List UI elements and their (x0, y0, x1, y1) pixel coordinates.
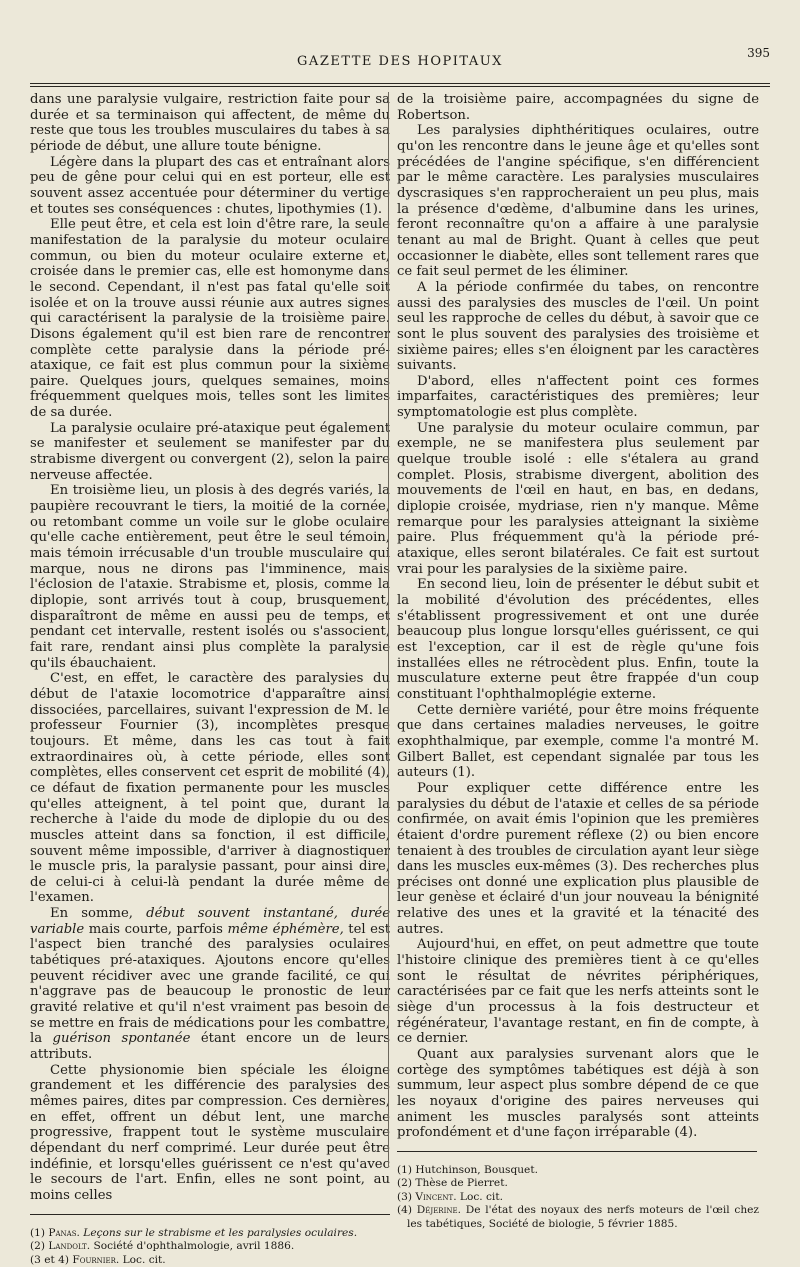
footnote-author: Vincent (415, 1190, 454, 1203)
left-column (30, 92, 390, 1267)
text-run: tel est l'aspect bien tranché des paralysies oculaires tabétiques pré-ataxiques. Ajoutons encore qu'elles peuvent récidiver avec une grande facilité, ce qui n'aggrave pas de beaucoup le pronostic de leur gravité relative et qu'il n'est vraiment pas besoin de se mettre en frais de médications pour les combattre, la (30, 921, 391, 1047)
paragraph: Quant aux paralysies survenant alors que le cortège des symptômes tabétiques est déjà à son summum, leur aspect plus sombre dépend de ce que les noyaux d'origine des paires nerveuses qui animent les muscles paralysés sont atteints profondément et d'une façon irréparable (4). (397, 1047, 759, 1141)
paragraph: Cette dernière variété, pour être moins fréquente que dans certaines maladies nerveuses, le goitre exophthalmique, par exemple, comme l'a montré M. Gilbert Ballet, est cependant signalée par tous les auteurs (1). (397, 702, 759, 781)
footnote-number: (3) (397, 1190, 416, 1203)
column-divider (388, 92, 389, 1167)
footnote-title: Leçons sur le strabisme et les paralysies oculaires. (83, 1226, 358, 1239)
paragraph-summary (30, 906, 390, 1063)
header-rule-second (30, 86, 770, 87)
page-header (30, 44, 770, 72)
footnote-number: (2) (30, 1240, 49, 1253)
footnote-text: . Loc. cit. (115, 1253, 166, 1266)
paragraph: Les paralysies diphthéritiques oculaires, outre qu'on les rencontre dans le jeune âge et qu'elles sont précédées de l'angine spécifique, s'en différencient par le même caractère. Les paralysies musculaires dyscrasiques s'en rapprocheraient un peu plus, mais la présence d'œdème, d'albumine dans les urines, feront reconnaître qu'on a affaire à une paralysie tenant au mal de Bright. Quant à celles que peut occasionner le diabète, elles sont tellement rares que ce fait seul permet de les éliminer. (397, 123, 759, 280)
footnotes-left (30, 1227, 390, 1267)
footnote-text: . (76, 1226, 84, 1239)
text-run: mais courte, parfois (84, 921, 228, 937)
footnote-number: (1) (30, 1226, 49, 1239)
paragraph: En second lieu, loin de présenter le début subit et la mobilité d'évolution des précédentes, elles s'établissent progressivement et ont une durée beaucoup plus longue lorsqu'elles guérissent, ce qui est l'exception, car il est de règle qu'une fois installées elles ne rétrocèdent plus. Enfin, toute la musculature externe peut être frappée d'un coup constituant l'ophthalmoplégie externe. (397, 577, 759, 702)
paragraph: Une paralysie du moteur oculaire commun, par exemple, ne se manifestera plus seulement par quelque trouble isolé : elle s'étalera au grand complet. Plosis, strabisme divergent, abolition des mouvements de l'œil en haut, en bas, en dedans, diplopie croisée, mydriase, rien n'y manque. Même remarque pour les paralysies atteignant la sixième paire. Plus fréquemment qu'à la période pré-ataxique, elles seront bilatérales. Ce fait est surtout vrai pour les paralysies de la sixième paire. (397, 420, 759, 577)
footnote-author: Déjerine (416, 1204, 458, 1217)
paragraph: Légère dans la plupart des cas et entraînant alors peu de gêne pour celui qui en est porteur, elle est souvent assez accentuée pour déterminer du vertige et toutes ses conséquences : chutes, lipothymies (1). (30, 154, 390, 217)
footnote-text: . Loc. cit. (453, 1190, 503, 1203)
right-column (397, 92, 759, 1231)
paragraph: Pour expliquer cette différence entre les paralysies du début de l'ataxie et celles de sa période confirmée, on avait émis l'opinion que les premières étaient d'ordre purement réflexe (2) ou bien encore tenaient à des troubles de circulation ayant leur siège dans les muscles eux-mêmes (3). Des recherches plus précises ont donné une explication plus plausible de leur genèse et éclairé d'un jour nouveau la bénignité relative des unes et la gravité et la ténacité des autres. (397, 780, 759, 937)
paragraph: de la troisième paire, accompagnées du signe de Robertson. (397, 92, 759, 123)
italic-run: début souvent instantané, durée variable (30, 906, 390, 937)
footnote-text: . Société d'ophthalmologie, avril 1886. (86, 1240, 295, 1253)
footnote-author: Panas (48, 1226, 77, 1239)
footnote-number: (4) (397, 1204, 417, 1217)
text-run: En somme, (50, 906, 147, 922)
header-rule (30, 83, 770, 84)
running-title: GAZETTE DES HOPITAUX (297, 54, 503, 69)
footnotes-right (397, 1164, 759, 1232)
text-run: étant encore un de leurs attributs. (30, 1031, 390, 1063)
page-number: 395 (747, 46, 770, 60)
paragraph: Cette physionomie bien spéciale les éloigne grandement et les différencie des paralysies des mêmes paires, dites par compression. Ces dernières, en effet, offrent un début lent, une marche progressive, frappent tout le système musculaire dépendant du nerf comprimé. Leur durée peut être indéfinie, et lorsqu'elles guérissent ce n'est qu'avec le secours de l'art. Enfin, elles ne sont point, au moins celles (30, 1062, 390, 1203)
paragraph: Elle peut être, et cela est loin d'être rare, la seule manifestation de la paralysie du moteur oculaire commun, ou bien du moteur oculaire externe et, croisée dans le premier cas, elle est homonyme dans le second. Cependant, il n'est pas fatal qu'elle soit isolée et on la trouve aussi réunie aux autres signes qui caractérisent la paralysie de la troisième paire. Disons également qu'il est bien rare de rencontrer complète cette paralysie dans la période pré-ataxique, ce fait est plus commun pour la sixième paire. Quelques jours, quelques semaines, moins fréquemment quelques mois, telles sont les limites de sa durée. (30, 217, 390, 421)
footnote: (1) Hutchinson, Bousquet. (397, 1163, 538, 1176)
footnote (397, 1204, 759, 1231)
footnote: (2) Thèse de Pierret. (397, 1177, 508, 1190)
paragraph: En troisième lieu, un plosis à des degrés variés, la paupière recouvrant le tiers, la moitié de la cornée, ou retombant comme un voile sur le globe oculaire qu'elle cache entièrement, peut être le seul témoin, mais témoin irrécusable d'un trouble musculaire qui marque, nous ne dirons pas l'imminence, mais l'éclosion de l'ataxie. Strabisme et, plosis, comme la diplopie, sont arrivés tout à coup, brusquement, disparaîtront de même en aussi peu de temps, et pendant cet intervalle, restent isolés ou s'associent, fait rare, rendant ainsi plus complète la paralysie qu'ils ébauchaient. (30, 483, 390, 671)
footnote (30, 1240, 390, 1254)
italic-run: guérison spontanée (52, 1031, 191, 1047)
paragraph: dans une paralysie vulgaire, restriction faite pour sa durée et sa terminaison qui affectent, de même du reste que tous les troubles musculaires du tabes à sa période de début, une allure toute bénigne. (30, 92, 390, 154)
footnote-author: Fournier (72, 1253, 116, 1266)
footnote (30, 1254, 390, 1267)
footnote-text: . De l'état des noyaux des nerfs moteurs de l'œil chez les tabétiques, Société de biologie, 5 février 1885. (407, 1204, 760, 1230)
paragraph: La paralysie oculaire pré-ataxique peut également se manifester et seulement se manifester par du strabisme divergent ou convergent (2), selon la paire nerveuse affectée. (30, 420, 390, 483)
footnote-rule (30, 1214, 390, 1215)
footnote (397, 1191, 759, 1205)
footnote-author: Landolt (48, 1240, 87, 1253)
paragraph: D'abord, elles n'affectent point ces formes imparfaites, caractéristiques des premières; leur symptomatologie est plus complète. (397, 373, 759, 421)
paragraph: A la période confirmée du tabes, on rencontre aussi des paralysies des muscles de l'œil. Un point seul les rapproche de celles du début, à savoir que ce sont le plus souvent des paralysies des troisième et sixième paires; elles s'en éloignent par les caractères suivants. (397, 279, 759, 374)
footnote-number: (3 et 4) (30, 1253, 73, 1266)
paragraph: Aujourd'hui, en effet, on peut admettre que toute l'histoire clinique des premières tient à ce qu'elles sont le résultat de névrites périphériques, caractérisées par ce fait que les nerfs atteints sont le siège d'un processus à la fois destructeur et régénérateur, l'avantage restant, en fin de compte, à ce dernier. (397, 937, 759, 1047)
footnote-rule (397, 1151, 757, 1152)
italic-run: même éphémère, (227, 921, 344, 937)
paragraph: C'est, en effet, le caractère des paralysies du début de l'ataxie locomotrice d'apparaître ainsi dissociées, parcellaires, suivant l'expression de M. le professeur Fournier (3), incomplètes presque toujours. Et même, dans les cas tout à fait extraordinaires où, à cette période, elles sont complètes, elles conservent cet esprit de mobilité (4), ce défaut de fixation permanente pour les muscles qu'elles atteignent, à tel point que, durant la recherche à l'aide du mode de diplopie du ou des muscles atteint dans sa fonction, il est difficile, souvent même impossible, d'arriver à diagnostiquer le muscle pris, la paralysie passant, pour ainsi dire, de celui-ci à celui-là pendant la durée même de l'examen. (30, 671, 390, 906)
footnote (30, 1227, 390, 1241)
